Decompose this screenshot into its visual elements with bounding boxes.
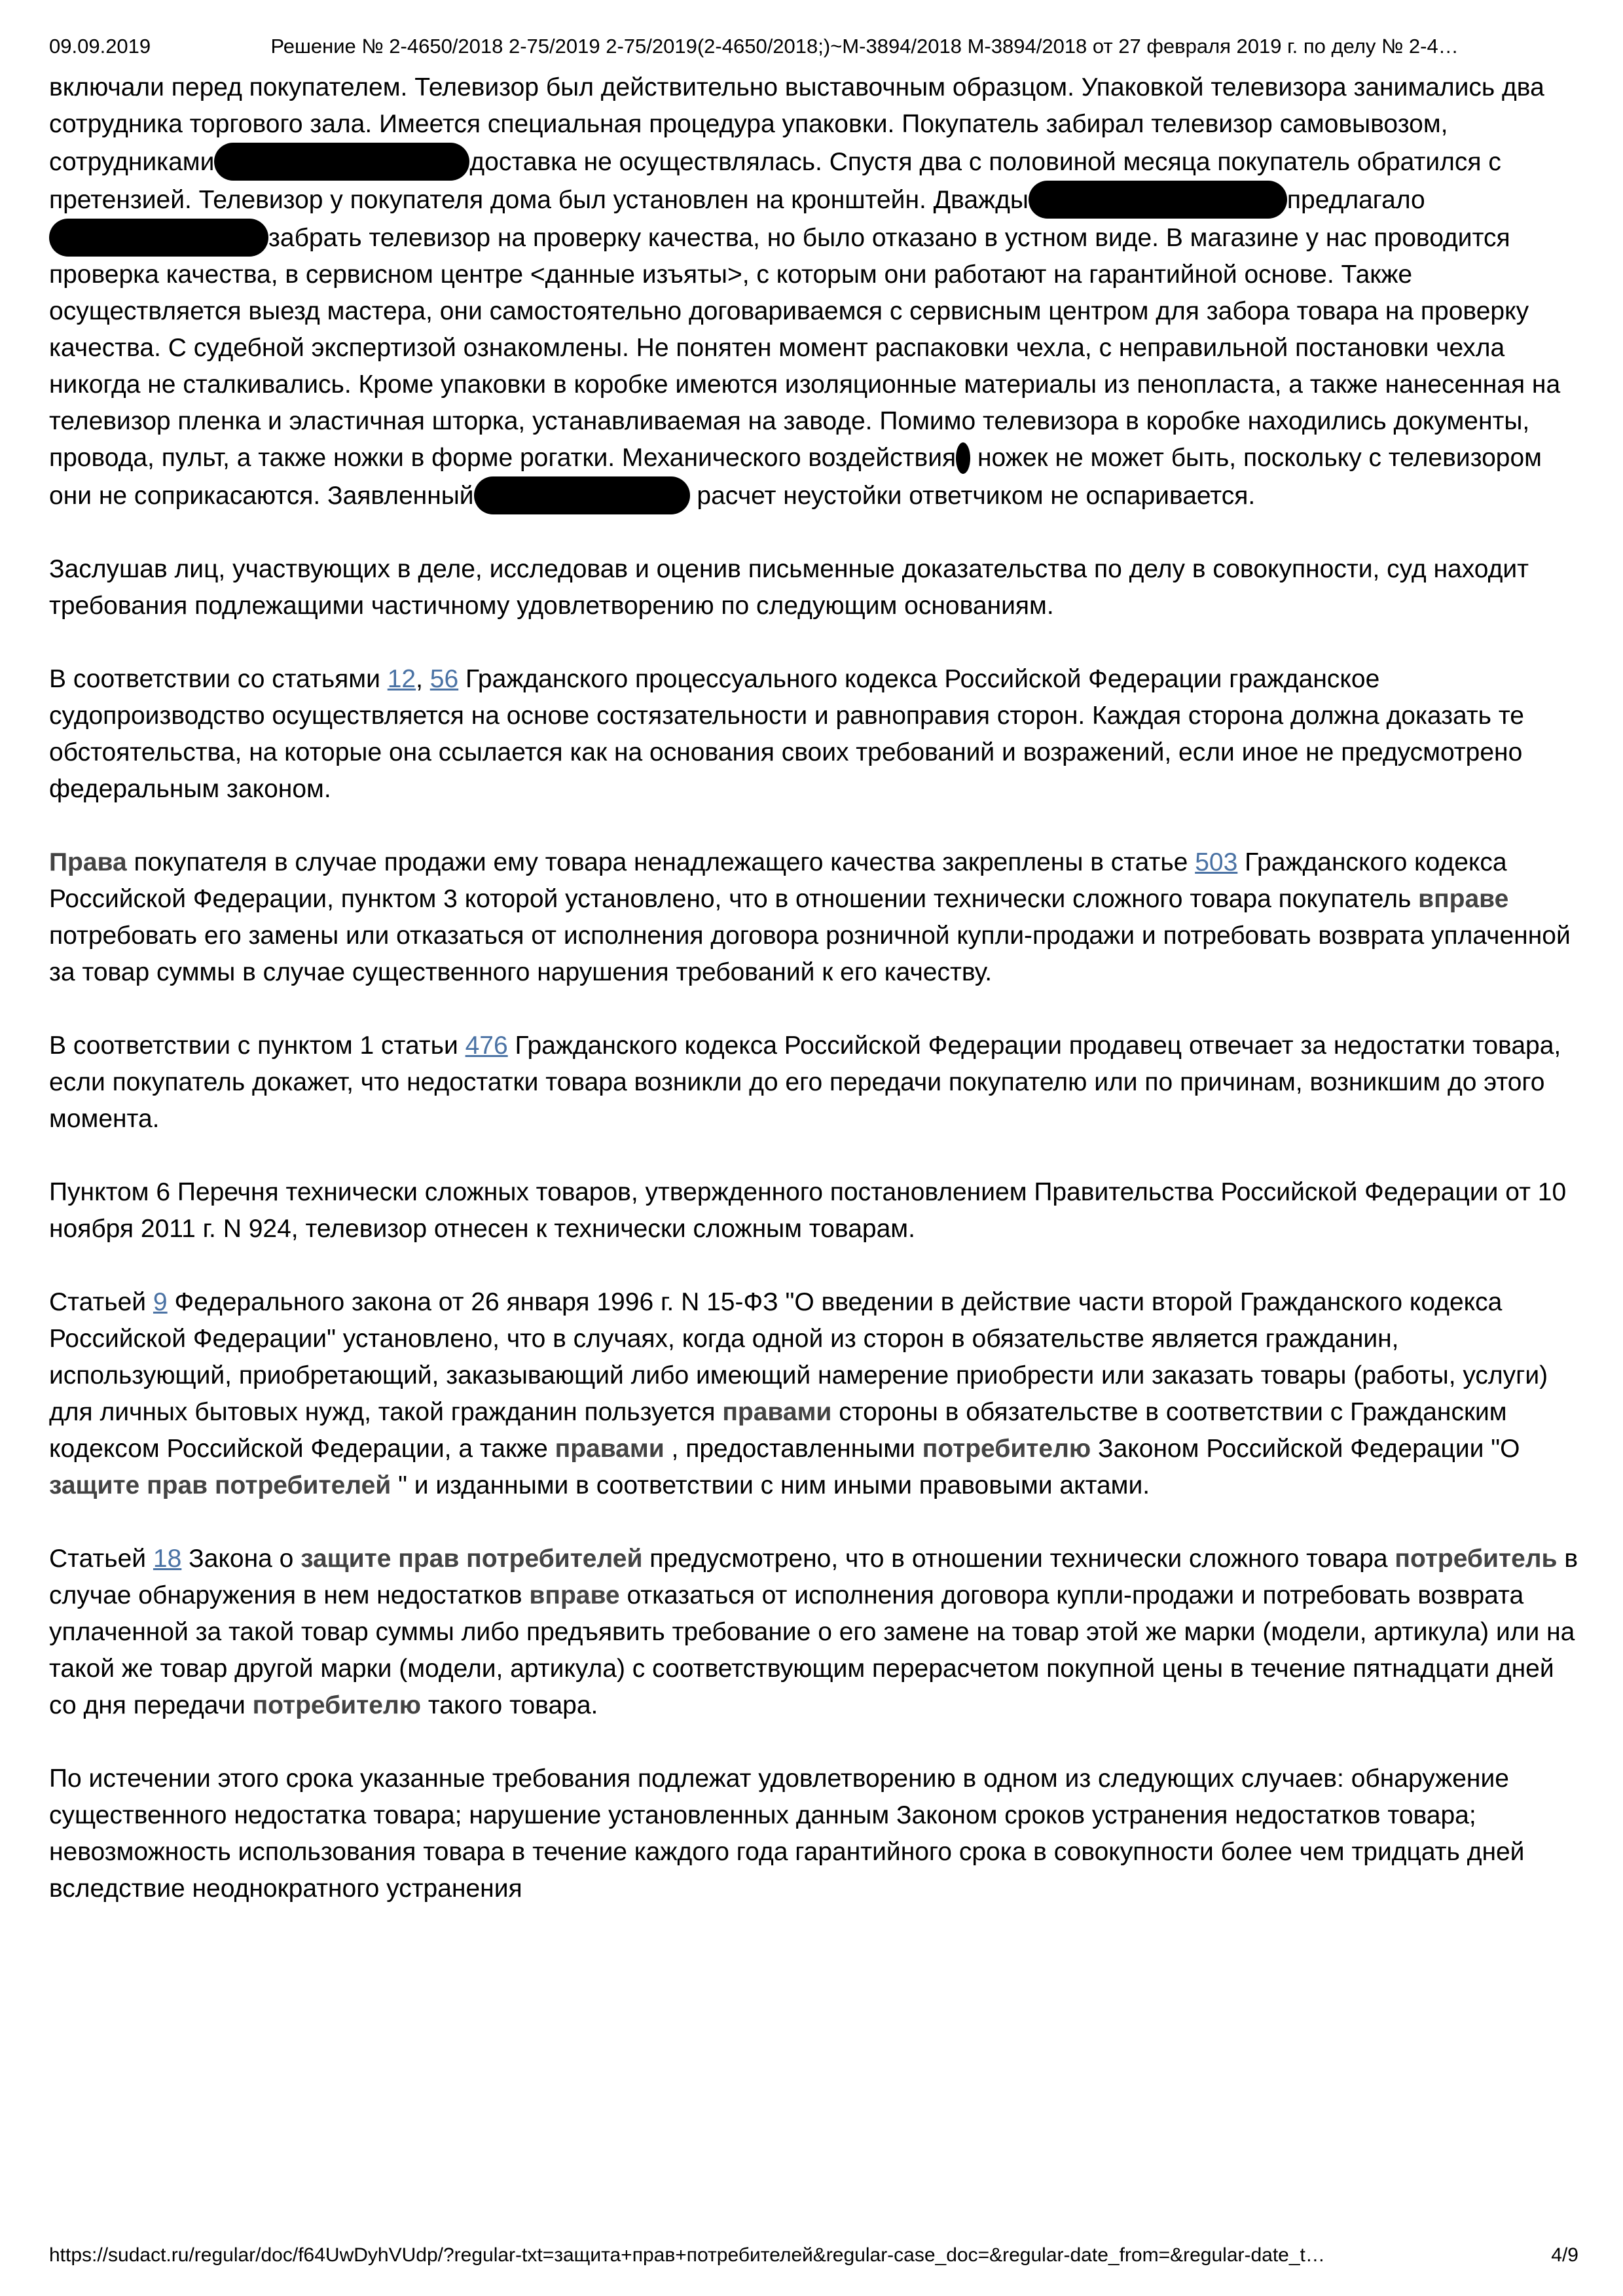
- paragraph: [49, 1761, 1578, 1907]
- body-text: Закона о: [181, 1545, 301, 1573]
- highlighted-term: правами: [555, 1435, 665, 1463]
- body-text: , предоставленными: [664, 1435, 922, 1463]
- body-text: ,: [416, 665, 430, 693]
- body-text: " и изданными в соответствии с ним иными правовыми актами.: [391, 1471, 1150, 1499]
- body-text: Гражданского кодекса Российской Федерации продавец отвечает за недостатки товара, если покупатель докажет, что недостатки товара возникли до его передачи покупателю или по причинам, возникшим до этого момента.: [49, 1031, 1561, 1133]
- body-text: По истечении этого срока указанные требования подлежат удовлетворению в одном из следующих случаев: обнаружение существенного недостатка товара; нарушение установленных данным Законом сроков устранения недостатков товара; невозможность использования товара в течение каждого года гарантийного срока в совокупности более чем тридцать дней вследствие неоднократного устранения: [49, 1765, 1525, 1903]
- body-text: в случае обнаружения в нем недостатков: [49, 1545, 1578, 1609]
- body-text: отказаться от исполнения договора купли-продажи и потребовать возврата уплаченной за такой товар суммы либо предъявить требование о его замене на товар этой же марки (модели, артикула) или на такой же товар другой марки (модели, артикула) с соответствующим перерасчетом покупной цены в течение пятнадцати дней со дня передачи: [49, 1581, 1575, 1719]
- body-text: Заслушав лиц, участвующих в деле, исследовав и оценив письменные доказательства по делу в совокупности, суд находит требования подлежащими частичному удовлетворению по следующим основаниям.: [49, 555, 1529, 620]
- body-text: ножек не может быть, поскольку с телевизором они не соприкасаются. Заявленный: [49, 444, 1542, 510]
- body-text: Статьей: [49, 1288, 153, 1316]
- body-text: Гражданского кодекса Российской Федерации, пунктом 3 которой установлено, что в отношении технически сложного товара покупатель: [49, 848, 1507, 913]
- paragraph: [49, 844, 1578, 991]
- body-text: забрать телевизор на проверку качества, но было отказано в устном виде. В магазине у нас проводится проверка качества, в сервисном центре <данные изъяты>, с которым они работают на гарантийной основе. Также осуществляется выезд мастера, они самостоятельно договариваемся с сервисным центром для забора товара на проверку качества. С судебной экспертизой ознакомлены. Не понятен момент распаковки чехла, с неправильной постановки чехла никогда не сталкивались. Кроме упаковки в коробке имеются изоляционные материалы из пенопласта, а также нанесенная на телевизор пленка и эластичная шторка, устанавливаемая на заводе. Помимо телевизора в коробке находились документы, провода, пульт, а также ножки в форме рогатки. Механического воздействия: [49, 224, 1561, 472]
- statute-link[interactable]: 476: [465, 1031, 508, 1060]
- highlighted-term: вправе: [1418, 885, 1509, 913]
- body-text: стороны в обязательстве в соответствии с Гражданским кодексом Российской Федерации, а также: [49, 1398, 1507, 1463]
- paragraph: [49, 1541, 1578, 1724]
- body-text: покупателя в случае продажи ему товара ненадлежащего качества закреплены в статье: [126, 848, 1195, 876]
- body-text: Законом Российской Федерации "О: [1091, 1435, 1520, 1463]
- paragraph: [49, 69, 1578, 514]
- paragraph: [49, 1028, 1578, 1138]
- highlighted-term: потребителю: [922, 1435, 1091, 1463]
- document-body: [49, 69, 1578, 1944]
- body-text: доставка не осуществлялась. Спустя два с половиной месяца покупатель обратился с претензией. Телевизор у покупателя дома был установлен на кронштейн. Дважды: [49, 148, 1501, 214]
- highlighted-term: вправе: [529, 1581, 620, 1609]
- redaction-bar: [214, 143, 469, 181]
- highlighted-term: защите прав потребителей: [49, 1471, 392, 1499]
- highlighted-term: Права: [49, 848, 127, 876]
- body-text: потребовать его замены или отказаться от исполнения договора розничной купли-продажи и потребовать возврата уплаченной за товар суммы в случае существенного нарушения требований к его качеству.: [49, 922, 1571, 986]
- redaction-bar: [1029, 181, 1287, 219]
- footer-url: https://sudact.ru/regular/doc/f64UwDyhVUdp/?regular-txt=защита+прав+потребителей&regular-case_doc=&regular-date_from=&regular-date_t…: [49, 2244, 1325, 2266]
- body-text: Гражданского процессуального кодекса Российской Федерации гражданское судопроизводство осуществляется на основе состязательности и равноправия сторон. Каждая сторона должна доказать те обстоятельства, на которые она ссылается как на основания своих требований и возражений, если иное не предусмотрено федеральным законом.: [49, 665, 1524, 803]
- body-text: предусмотрено, что в отношении технически сложного товара: [642, 1545, 1395, 1573]
- redaction-bar: [49, 219, 268, 257]
- body-text: предлагало: [1286, 186, 1425, 214]
- statute-link[interactable]: 56: [429, 665, 459, 693]
- body-text: Статьей: [49, 1545, 153, 1573]
- paragraph: [49, 551, 1578, 624]
- print-footer: [49, 2244, 1578, 2267]
- highlighted-term: потребителю: [252, 1691, 422, 1719]
- highlighted-term: правами: [722, 1398, 832, 1426]
- redaction-bar: [956, 442, 970, 474]
- highlighted-term: защите прав потребителей: [301, 1545, 643, 1573]
- body-text: Пунктом 6 Перечня технически сложных товаров, утвержденного постановлением Правительства Российской Федерации от 10 ноября 2011 г. N 924, телевизор отнесен к технически сложным товарам.: [49, 1178, 1567, 1243]
- page-number: 4/9: [1551, 2244, 1578, 2266]
- print-date: 09.09.2019: [49, 35, 151, 58]
- body-text: В соответствии с пунктом 1 статьи: [49, 1031, 465, 1060]
- statute-link[interactable]: 9: [153, 1288, 168, 1316]
- body-text: включали перед покупателем. Телевизор был действительно выставочным образцом. Упаковкой телевизора занимались два сотрудника торгового зала. Имеется специальная процедура упаковки. Покупатель забирал телевизор самовывозом, сотрудниками: [49, 73, 1544, 176]
- body-text: расчет неустойки ответчиком не оспаривается.: [689, 482, 1256, 510]
- paragraph: [49, 1174, 1578, 1247]
- highlighted-term: потребитель: [1395, 1545, 1558, 1573]
- body-text: В соответствии со статьями: [49, 665, 388, 693]
- statute-link[interactable]: 503: [1195, 848, 1238, 876]
- paragraph: [49, 661, 1578, 808]
- body-text: такого товара.: [421, 1691, 598, 1719]
- statute-link[interactable]: 12: [387, 665, 416, 693]
- statute-link[interactable]: 18: [153, 1545, 182, 1573]
- redaction-bar: [474, 476, 690, 514]
- body-text: Федерального закона от 26 января 1996 г. N 15-ФЗ "О введении в действие части второй Гражданского кодекса Российской Федерации" установлено, что в случаях, когда одной из сторон в обязательстве является гражданин, использующий, приобретающий, заказывающий либо имеющий намерение приобрести или заказать товары (работы, услуги) для личных бытовых нужд, такой гражданин пользуется: [49, 1288, 1548, 1426]
- print-header: [49, 34, 1578, 59]
- paragraph: [49, 1284, 1578, 1504]
- document-title: Решение № 2-4650/2018 2-75/2019 2-75/2019(2-4650/2018;)~М-3894/2018 М-3894/2018 от 27 февраля 2019 г. по делу № 2-4…: [270, 35, 1459, 58]
